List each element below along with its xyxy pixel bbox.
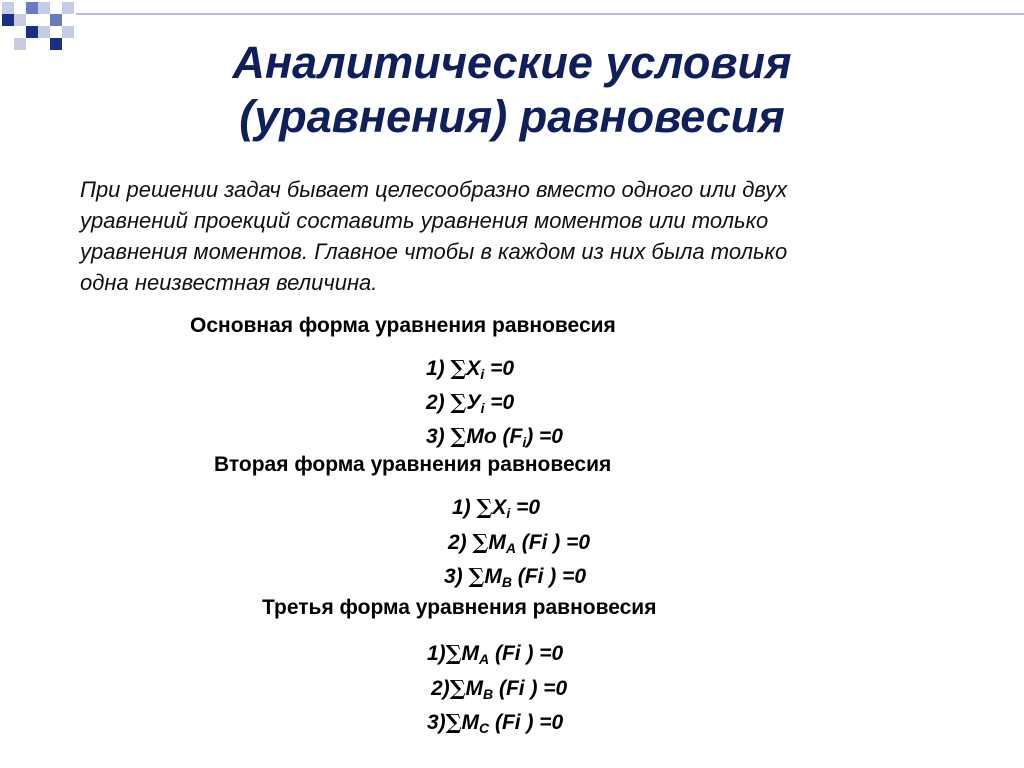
title-line: Аналитические условия bbox=[232, 37, 792, 88]
equation: $3)\sum M_C$ (Fi ) =0 bbox=[427, 709, 564, 736]
intro-line: При решении задач бывает целесообразно вместо одного или двух bbox=[80, 177, 788, 202]
form-heading-third: Третья форма уравнения равновесия bbox=[262, 596, 657, 619]
equation: 3) $\sum M_B$ (Fi ) =0 bbox=[444, 563, 587, 590]
equation: $1)\sum M_A$ (Fi ) =0 bbox=[427, 640, 564, 667]
form-heading-second: Вторая форма уравнения равновесия bbox=[214, 453, 612, 476]
intro-line: уравнений проекций составить уравнения моментов или только bbox=[80, 208, 769, 233]
equation: $2)\sum M_B$ (Fi ) =0 bbox=[431, 675, 568, 702]
equation: 2) $\sum M_A$ (Fi ) =0 bbox=[448, 529, 591, 556]
intro-line: одна неизвестная величина. bbox=[80, 270, 378, 295]
equation: 1) $\sum X_i =0$ bbox=[452, 494, 541, 521]
equation: 1) $\sum X_i =0$ bbox=[426, 355, 515, 382]
slide-title bbox=[0, 36, 1024, 144]
intro-paragraph bbox=[80, 174, 980, 298]
equation: 2) $\sum У_i =0$ bbox=[426, 389, 515, 416]
intro-line: уравнения моментов. Главное чтобы в каждом из них была только bbox=[80, 239, 788, 264]
equation: 3) ∑Mo $(F_i) =0$ bbox=[426, 423, 563, 450]
title-line: (уравнения) равновесия bbox=[239, 91, 785, 142]
form-heading-main: Основная форма уравнения равновесия bbox=[190, 314, 616, 337]
